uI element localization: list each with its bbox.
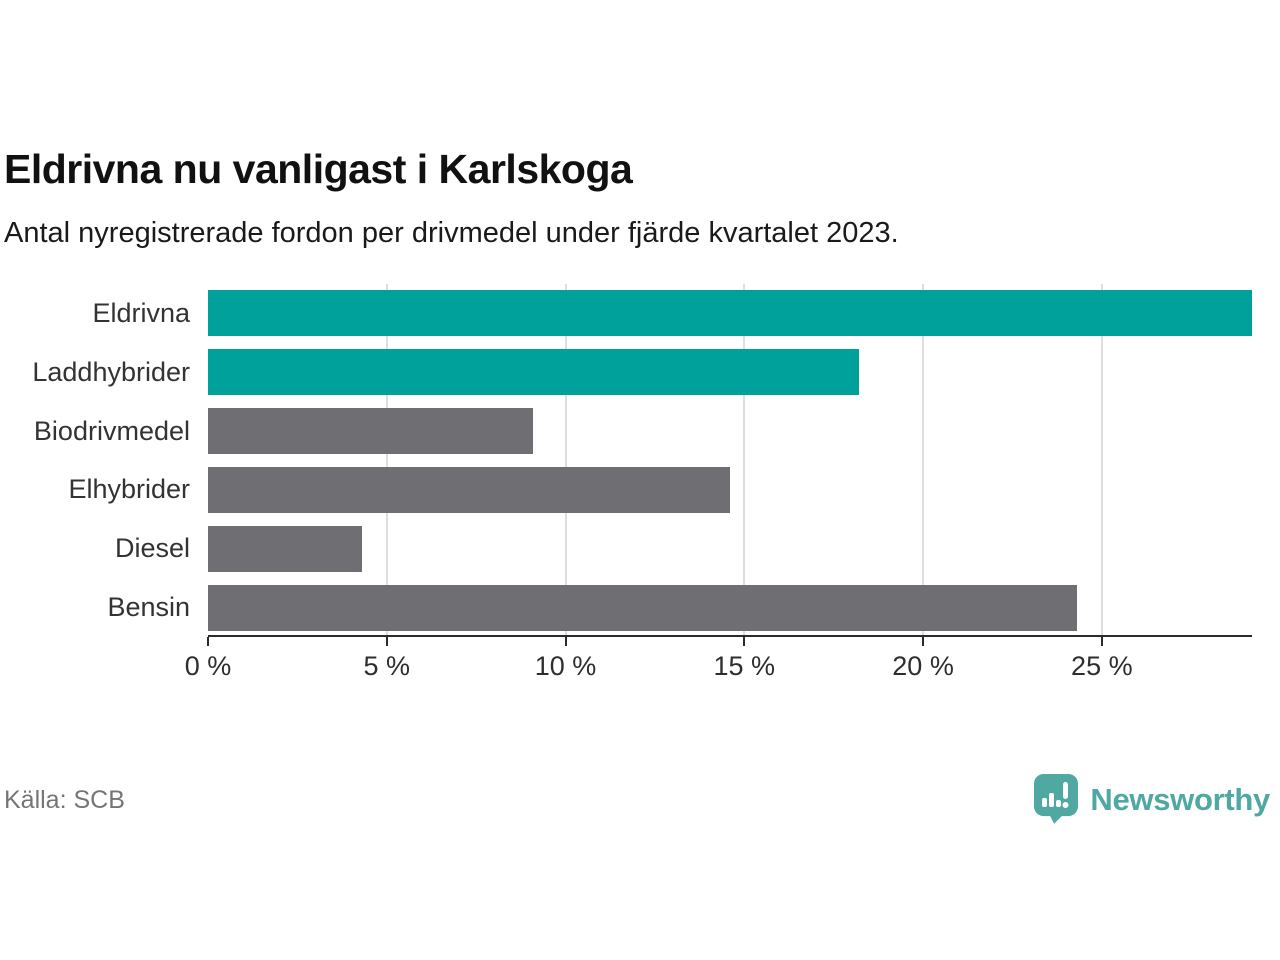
- x-axis-tick-label: 10 %: [534, 651, 597, 681]
- category-label-diesel: Diesel: [114, 533, 190, 564]
- bar-elhybrider: [208, 467, 730, 513]
- plot-area: [184, 284, 1252, 681]
- bar-row: [208, 402, 1252, 461]
- bar-row: [208, 343, 1252, 402]
- category-label-laddhybrider: Laddhybrider: [32, 356, 190, 387]
- category-labels: [0, 284, 208, 637]
- x-axis-tick-label: 0 %: [184, 651, 232, 681]
- category-label-bensin: Bensin: [107, 592, 190, 623]
- chart-footer: [0, 770, 1280, 830]
- x-axis-tick-10: [565, 637, 567, 646]
- bar-row: [208, 578, 1252, 637]
- bar-bensin: [208, 585, 1077, 631]
- x-axis-tick-5: [386, 637, 388, 646]
- category-label-elhybrider: Elhybrider: [68, 474, 190, 505]
- source-label: Källa: SCB: [4, 785, 125, 814]
- chart-header: [0, 0, 1280, 250]
- bar-eldrivna: [208, 290, 1252, 336]
- category-label-eldrivna: Eldrivna: [92, 297, 190, 328]
- newsworthy-speech-bubble-barchart-icon: [1034, 774, 1080, 826]
- x-axis-tick-15: [743, 637, 745, 646]
- bar-row: [208, 460, 1252, 519]
- x-axis-tick-0: [207, 637, 209, 646]
- bar-laddhybrider: [208, 349, 859, 395]
- x-axis-tick-label: 15 %: [713, 651, 776, 681]
- bar-biodrivmedel: [208, 408, 533, 454]
- bar-chart: [0, 284, 1280, 681]
- bar-diesel: [208, 526, 362, 572]
- bar-row: [208, 519, 1252, 578]
- x-axis-tick-label: 25 %: [1071, 651, 1133, 681]
- brand-name: Newsworthy: [1090, 782, 1270, 817]
- category-label-biodrivmedel: Biodrivmedel: [33, 415, 190, 446]
- x-axis-tick-label: 5 %: [363, 651, 411, 681]
- bar-row: [208, 284, 1252, 343]
- brand-logo: [1034, 774, 1270, 826]
- x-axis-tick-20: [922, 637, 924, 646]
- page-title: Eldrivna nu vanligast i Karlskoga: [4, 146, 633, 192]
- x-axis-tick-25: [1101, 637, 1103, 646]
- page-subtitle: Antal nyregistrerade fordon per drivmedel under fjärde kvartalet 2023.: [4, 217, 899, 249]
- x-axis-tick-label: 20 %: [892, 651, 954, 681]
